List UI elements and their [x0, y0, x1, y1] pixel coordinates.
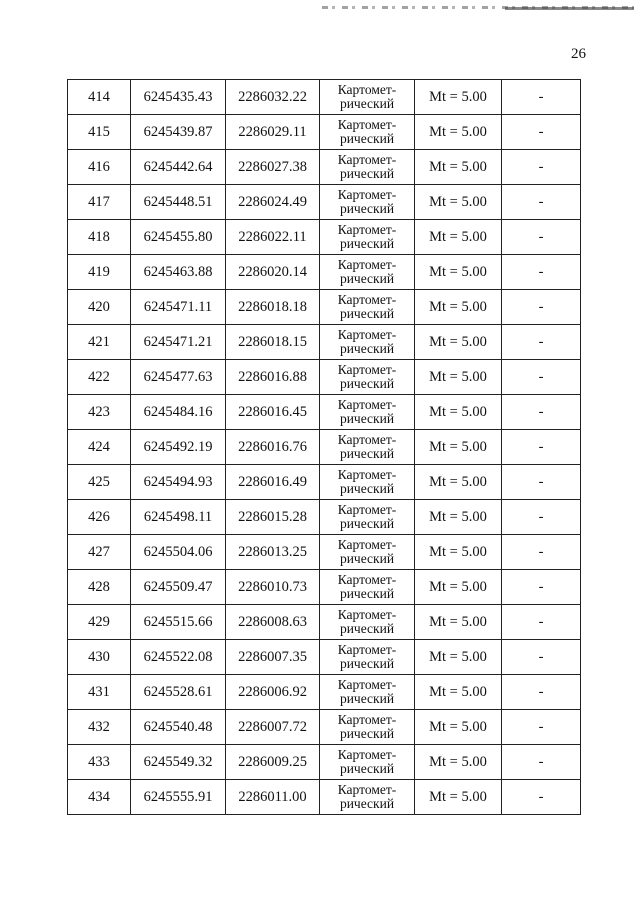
y-coordinate-cell: 2286016.88: [226, 360, 320, 395]
accuracy-cell: Mt = 5.00: [415, 710, 502, 745]
method-cell: [320, 430, 415, 465]
accuracy-cell: Mt = 5.00: [415, 115, 502, 150]
x-coordinate-cell: 6245504.06: [131, 535, 226, 570]
accuracy-cell: Mt = 5.00: [415, 605, 502, 640]
method-line-1: Картомет-: [337, 502, 397, 517]
method-line-2: рический: [339, 166, 395, 181]
method-line-1: Картомет-: [337, 257, 397, 272]
y-coordinate-cell: 2286016.76: [226, 430, 320, 465]
extra-cell: -: [502, 360, 581, 395]
method-cell: [320, 605, 415, 640]
point-number-cell: 423: [68, 395, 131, 430]
x-coordinate-cell: 6245509.47: [131, 570, 226, 605]
method-line-1: Картомет-: [337, 222, 397, 237]
table-row: [68, 185, 581, 220]
method-cell: [320, 395, 415, 430]
point-number-cell: 434: [68, 780, 131, 815]
method-cell: [320, 745, 415, 780]
y-coordinate-cell: 2286009.25: [226, 745, 320, 780]
method-cell: [320, 780, 415, 815]
table-row: [68, 150, 581, 185]
point-number-cell: 432: [68, 710, 131, 745]
y-coordinate-cell: 2286008.63: [226, 605, 320, 640]
y-coordinate-cell: 2286010.73: [226, 570, 320, 605]
method-line-1: Картомет-: [337, 152, 397, 167]
table-row: [68, 325, 581, 360]
table-row: [68, 640, 581, 675]
x-coordinate-cell: 6245555.91: [131, 780, 226, 815]
point-number-cell: 422: [68, 360, 131, 395]
accuracy-cell: Mt = 5.00: [415, 535, 502, 570]
coordinates-table: [67, 79, 581, 815]
point-number-cell: 420: [68, 290, 131, 325]
method-line-1: Картомет-: [337, 117, 397, 132]
point-number-cell: 416: [68, 150, 131, 185]
y-coordinate-cell: 2286007.35: [226, 640, 320, 675]
method-cell: [320, 360, 415, 395]
point-number-cell: 417: [68, 185, 131, 220]
method-cell: [320, 675, 415, 710]
x-coordinate-cell: 6245455.80: [131, 220, 226, 255]
method-cell: [320, 150, 415, 185]
y-coordinate-cell: 2286007.72: [226, 710, 320, 745]
accuracy-cell: Mt = 5.00: [415, 745, 502, 780]
table-row: [68, 395, 581, 430]
method-line-2: рический: [339, 586, 395, 601]
x-coordinate-cell: 6245528.61: [131, 675, 226, 710]
x-coordinate-cell: 6245498.11: [131, 500, 226, 535]
extra-cell: -: [502, 710, 581, 745]
point-number-cell: 431: [68, 675, 131, 710]
table-row: [68, 675, 581, 710]
extra-cell: -: [502, 80, 581, 115]
accuracy-cell: Mt = 5.00: [415, 255, 502, 290]
extra-cell: -: [502, 185, 581, 220]
method-cell: [320, 80, 415, 115]
method-line-1: Картомет-: [337, 432, 397, 447]
point-number-cell: 414: [68, 80, 131, 115]
method-cell: [320, 500, 415, 535]
accuracy-cell: Mt = 5.00: [415, 675, 502, 710]
extra-cell: -: [502, 115, 581, 150]
extra-cell: -: [502, 570, 581, 605]
method-line-2: рический: [339, 271, 395, 286]
method-line-2: рический: [339, 516, 395, 531]
accuracy-cell: Mt = 5.00: [415, 780, 502, 815]
extra-cell: -: [502, 535, 581, 570]
extra-cell: -: [502, 745, 581, 780]
extra-cell: -: [502, 290, 581, 325]
method-cell: [320, 465, 415, 500]
y-coordinate-cell: 2286016.45: [226, 395, 320, 430]
method-line-2: рический: [339, 306, 395, 321]
point-number-cell: 428: [68, 570, 131, 605]
accuracy-cell: Mt = 5.00: [415, 570, 502, 605]
point-number-cell: 429: [68, 605, 131, 640]
method-cell: [320, 185, 415, 220]
point-number-cell: 418: [68, 220, 131, 255]
y-coordinate-cell: 2286013.25: [226, 535, 320, 570]
table-row: [68, 570, 581, 605]
point-number-cell: 426: [68, 500, 131, 535]
point-number-cell: 427: [68, 535, 131, 570]
method-line-2: рический: [339, 656, 395, 671]
point-number-cell: 415: [68, 115, 131, 150]
x-coordinate-cell: 6245522.08: [131, 640, 226, 675]
accuracy-cell: Mt = 5.00: [415, 325, 502, 360]
y-coordinate-cell: 2286018.15: [226, 325, 320, 360]
point-number-cell: 424: [68, 430, 131, 465]
method-cell: [320, 325, 415, 360]
method-line-2: рический: [339, 621, 395, 636]
extra-cell: -: [502, 395, 581, 430]
method-line-2: рический: [339, 446, 395, 461]
method-cell: [320, 290, 415, 325]
method-line-2: рический: [339, 761, 395, 776]
accuracy-cell: Mt = 5.00: [415, 640, 502, 675]
point-number-cell: 433: [68, 745, 131, 780]
method-line-1: Картомет-: [337, 362, 397, 377]
y-coordinate-cell: 2286018.18: [226, 290, 320, 325]
extra-cell: -: [502, 605, 581, 640]
method-line-1: Картомет-: [337, 607, 397, 622]
extra-cell: -: [502, 325, 581, 360]
method-line-1: Картомет-: [337, 537, 397, 552]
table-row: [68, 115, 581, 150]
page-number: 26: [571, 46, 586, 62]
accuracy-cell: Mt = 5.00: [415, 500, 502, 535]
table-row: [68, 80, 581, 115]
method-line-1: Картомет-: [337, 397, 397, 412]
extra-cell: -: [502, 640, 581, 675]
method-line-2: рический: [339, 691, 395, 706]
x-coordinate-cell: 6245477.63: [131, 360, 226, 395]
y-coordinate-cell: 2286015.28: [226, 500, 320, 535]
extra-cell: -: [502, 255, 581, 290]
accuracy-cell: Mt = 5.00: [415, 360, 502, 395]
y-coordinate-cell: 2286011.00: [226, 780, 320, 815]
method-line-2: рический: [339, 236, 395, 251]
method-line-1: Картомет-: [337, 677, 397, 692]
extra-cell: -: [502, 675, 581, 710]
x-coordinate-cell: 6245515.66: [131, 605, 226, 640]
y-coordinate-cell: 2286022.11: [226, 220, 320, 255]
method-line-2: рический: [339, 411, 395, 426]
method-cell: [320, 115, 415, 150]
method-line-2: рический: [339, 726, 395, 741]
accuracy-cell: Mt = 5.00: [415, 290, 502, 325]
method-line-1: Картомет-: [337, 572, 397, 587]
table-body: [68, 80, 581, 815]
y-coordinate-cell: 2286016.49: [226, 465, 320, 500]
method-line-2: рический: [339, 796, 395, 811]
y-coordinate-cell: 2286020.14: [226, 255, 320, 290]
accuracy-cell: Mt = 5.00: [415, 465, 502, 500]
scan-artifact-dark: [505, 7, 634, 10]
method-line-1: Картомет-: [337, 642, 397, 657]
x-coordinate-cell: 6245435.43: [131, 80, 226, 115]
point-number-cell: 419: [68, 255, 131, 290]
y-coordinate-cell: 2286024.49: [226, 185, 320, 220]
method-line-2: рический: [339, 341, 395, 356]
table-row: [68, 500, 581, 535]
method-cell: [320, 535, 415, 570]
x-coordinate-cell: 6245471.11: [131, 290, 226, 325]
extra-cell: -: [502, 465, 581, 500]
y-coordinate-cell: 2286027.38: [226, 150, 320, 185]
x-coordinate-cell: 6245463.88: [131, 255, 226, 290]
table-row: [68, 605, 581, 640]
x-coordinate-cell: 6245448.51: [131, 185, 226, 220]
x-coordinate-cell: 6245549.32: [131, 745, 226, 780]
table-row: [68, 220, 581, 255]
y-coordinate-cell: 2286029.11: [226, 115, 320, 150]
accuracy-cell: Mt = 5.00: [415, 150, 502, 185]
table-row: [68, 430, 581, 465]
point-number-cell: 425: [68, 465, 131, 500]
extra-cell: -: [502, 500, 581, 535]
method-cell: [320, 640, 415, 675]
method-line-2: рический: [339, 96, 395, 111]
y-coordinate-cell: 2286032.22: [226, 80, 320, 115]
table-row: [68, 290, 581, 325]
table-row: [68, 255, 581, 290]
method-line-1: Картомет-: [337, 782, 397, 797]
method-line-2: рический: [339, 201, 395, 216]
method-line-1: Картомет-: [337, 712, 397, 727]
method-line-1: Картомет-: [337, 187, 397, 202]
x-coordinate-cell: 6245471.21: [131, 325, 226, 360]
extra-cell: -: [502, 780, 581, 815]
accuracy-cell: Mt = 5.00: [415, 220, 502, 255]
method-cell: [320, 570, 415, 605]
extra-cell: -: [502, 430, 581, 465]
y-coordinate-cell: 2286006.92: [226, 675, 320, 710]
x-coordinate-cell: 6245492.19: [131, 430, 226, 465]
method-line-2: рический: [339, 131, 395, 146]
table-row: [68, 745, 581, 780]
accuracy-cell: Mt = 5.00: [415, 185, 502, 220]
method-cell: [320, 710, 415, 745]
method-cell: [320, 220, 415, 255]
extra-cell: -: [502, 220, 581, 255]
table-row: [68, 710, 581, 745]
accuracy-cell: Mt = 5.00: [415, 430, 502, 465]
table-row: [68, 465, 581, 500]
method-line-2: рический: [339, 376, 395, 391]
method-line-1: Картомет-: [337, 467, 397, 482]
table-row: [68, 780, 581, 815]
method-line-1: Картомет-: [337, 327, 397, 342]
x-coordinate-cell: 6245442.64: [131, 150, 226, 185]
table-row: [68, 535, 581, 570]
method-line-2: рический: [339, 481, 395, 496]
x-coordinate-cell: 6245540.48: [131, 710, 226, 745]
extra-cell: -: [502, 150, 581, 185]
x-coordinate-cell: 6245439.87: [131, 115, 226, 150]
point-number-cell: 430: [68, 640, 131, 675]
x-coordinate-cell: 6245494.93: [131, 465, 226, 500]
method-line-2: рический: [339, 551, 395, 566]
method-cell: [320, 255, 415, 290]
method-line-1: Картомет-: [337, 292, 397, 307]
point-number-cell: 421: [68, 325, 131, 360]
table-row: [68, 360, 581, 395]
x-coordinate-cell: 6245484.16: [131, 395, 226, 430]
accuracy-cell: Mt = 5.00: [415, 80, 502, 115]
accuracy-cell: Mt = 5.00: [415, 395, 502, 430]
method-line-1: Картомет-: [337, 82, 397, 97]
method-line-1: Картомет-: [337, 747, 397, 762]
